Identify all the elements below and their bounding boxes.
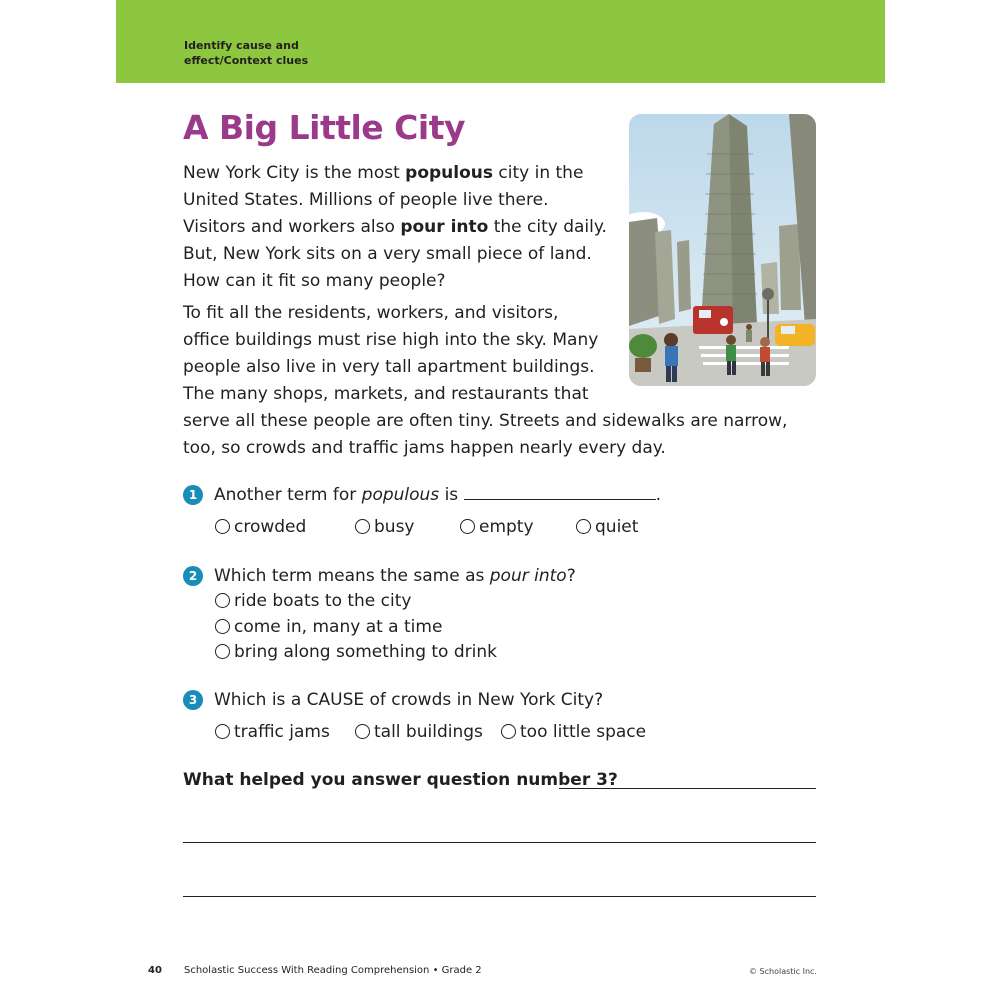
option-too-little-space[interactable]: too little space [501, 721, 646, 743]
passage-line: But, New York sits on a very small piece of land. [183, 244, 592, 264]
passage-line: too, so crowds and traffic jams happen nearly every day. [183, 438, 666, 458]
passage-line: The many shops, markets, and restaurants that [183, 384, 589, 404]
question-number-badge: 1 [183, 485, 203, 505]
radio-circle-icon[interactable] [576, 519, 591, 534]
question-text: Which is a CAUSE of crowds in New York City? [214, 690, 604, 710]
passage-line: United States. Millions of people live there. [183, 190, 549, 210]
passage-line: New York City is the most populous city in the [183, 163, 584, 183]
radio-circle-icon[interactable] [215, 724, 230, 739]
page-number: 40 [148, 965, 162, 976]
skill-label-line1: Identify cause and [184, 39, 299, 52]
skill-banner [116, 0, 885, 83]
question-number-badge: 2 [183, 566, 203, 586]
option-bring-along[interactable]: bring along something to drink [215, 641, 497, 663]
radio-circle-icon[interactable] [460, 519, 475, 534]
option-quiet[interactable]: quiet [576, 516, 638, 538]
passage-line: To fit all the residents, workers, and visitors, [183, 303, 559, 323]
radio-circle-icon[interactable] [215, 644, 230, 659]
answer-blank[interactable] [464, 484, 656, 500]
question-number-badge: 3 [183, 690, 203, 710]
option-come-in[interactable]: come in, many at a time [215, 616, 442, 638]
city-street-illustration [629, 114, 816, 386]
passage-line: serve all these people are often tiny. Streets and sidewalks are narrow, [183, 411, 788, 431]
radio-circle-icon[interactable] [215, 619, 230, 634]
answer-line[interactable] [559, 788, 816, 789]
page-title: A Big Little City [183, 108, 465, 147]
question-text: Another term for populous is . [214, 485, 661, 505]
option-traffic-jams[interactable]: traffic jams [215, 721, 330, 743]
passage-line: How can it fit so many people? [183, 271, 446, 291]
copyright-notice: © Scholastic Inc. [749, 967, 817, 976]
option-busy[interactable]: busy [355, 516, 414, 538]
answer-line[interactable] [183, 842, 816, 843]
option-crowded[interactable]: crowded [215, 516, 306, 538]
radio-circle-icon[interactable] [215, 593, 230, 608]
radio-circle-icon[interactable] [501, 724, 516, 739]
radio-circle-icon[interactable] [215, 519, 230, 534]
passage-line: office buildings must rise high into the sky. Many [183, 330, 599, 350]
passage-line: Visitors and workers also pour into the city daily. [183, 217, 607, 237]
question-text: Which term means the same as pour into? [214, 566, 576, 586]
option-tall-buildings[interactable]: tall buildings [355, 721, 483, 743]
book-title: Scholastic Success With Reading Comprehension • Grade 2 [184, 965, 482, 976]
radio-circle-icon[interactable] [355, 519, 370, 534]
option-ride-boats[interactable]: ride boats to the city [215, 590, 411, 612]
passage-line: people also live in very tall apartment buildings. [183, 357, 595, 377]
skill-label [184, 38, 308, 68]
radio-circle-icon[interactable] [355, 724, 370, 739]
skill-label-line2: effect/Context clues [184, 54, 309, 67]
option-empty[interactable]: empty [460, 516, 534, 538]
answer-line[interactable] [183, 896, 816, 897]
open-question-prompt: What helped you answer question number 3? [183, 770, 618, 790]
